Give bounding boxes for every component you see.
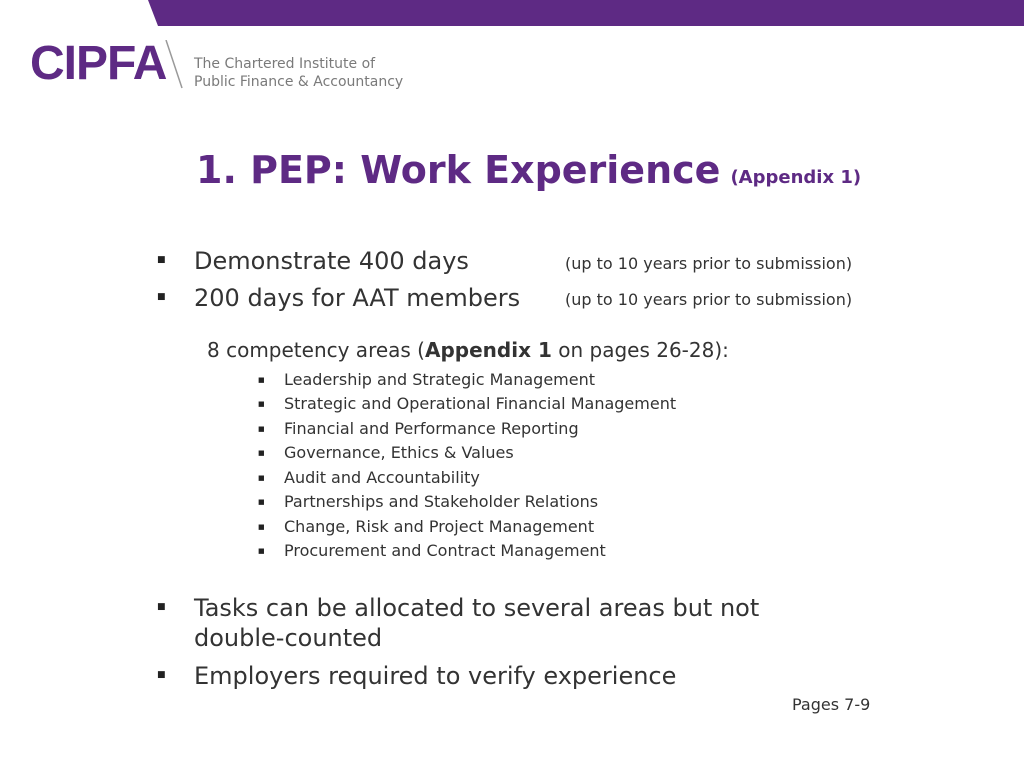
appendix-ref-bold: Appendix 1	[425, 338, 552, 362]
bullet-icon: ■	[258, 498, 265, 506]
competency-item: Leadership and Strategic Management	[284, 370, 596, 389]
slide-title-text: 1. PEP: Work Experience	[196, 148, 721, 192]
competency-item: Procurement and Contract Management	[284, 541, 606, 560]
bullet-icon: ■	[258, 449, 265, 457]
cipfa-logo: CIPFA	[30, 37, 167, 90]
competency-item: Partnerships and Stakeholder Relations	[284, 492, 599, 511]
header-band	[0, 0, 1024, 26]
competency-item: Change, Risk and Project Management	[284, 517, 595, 536]
bullet-text-aat: 200 days for AAT members	[194, 284, 521, 312]
bullet-icon: ■	[157, 292, 166, 302]
competency-item: Strategic and Operational Financial Management	[284, 394, 677, 413]
pages-reference: Pages 7-9	[792, 695, 871, 714]
bullet-icon: ■	[157, 255, 166, 265]
bullet-icon: ■	[258, 547, 265, 555]
competency-intro: 8 competency areas (Appendix 1 on pages 26-28):	[207, 338, 729, 362]
competency-item: Governance, Ethics & Values	[284, 443, 514, 462]
competency-item: Financial and Performance Reporting	[284, 419, 579, 438]
bullet-text-employers: Employers required to verify experience	[194, 662, 677, 690]
bullet-note-aat: (up to 10 years prior to submission)	[565, 290, 853, 309]
bullet-text-tasks-line-1: Tasks can be allocated to several areas but not	[194, 594, 760, 622]
bullet-text-tasks-line-2: double-counted	[194, 624, 383, 652]
bullet-icon: ■	[258, 425, 265, 433]
competency-item: Audit and Accountability	[284, 468, 480, 487]
title-appendix-ref: (Appendix 1)	[730, 167, 862, 188]
institute-name-line-1: The Chartered Institute of	[194, 56, 376, 72]
bullet-text-400-days: Demonstrate 400 days	[194, 247, 469, 275]
logo-divider	[164, 40, 192, 90]
bullet-icon: ■	[157, 602, 166, 612]
bullet-icon: ■	[258, 474, 265, 482]
bullet-note-400-days: (up to 10 years prior to submission)	[565, 254, 853, 273]
institute-name-line-2: Public Finance & Accountancy	[194, 74, 404, 90]
slide-title	[196, 150, 861, 192]
bullet-icon: ■	[258, 400, 265, 408]
bullet-icon: ■	[258, 376, 265, 384]
bullet-icon: ■	[258, 523, 265, 531]
bullet-icon: ■	[157, 670, 166, 680]
